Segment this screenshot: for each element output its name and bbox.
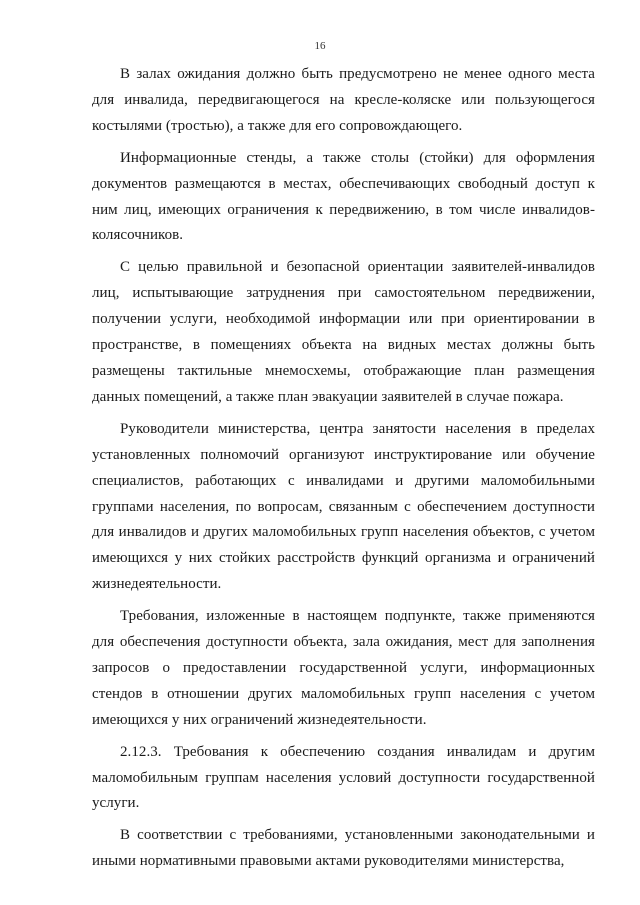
- paragraph-orientation: С целью правильной и безопасной ориентации заявителей-инвалидов лиц, испытывающие затруднения при самостоятельном передвижении, получении услуги, необходимой информации или при ориентировании в пространстве, в помещениях объекта на видных местах должны быть размещены тактильные мнемосхемы, отображающие план размещения данных помещений, а также план эвакуации заявителей в случае пожара.: [92, 259, 595, 405]
- page-number: 16: [314, 40, 326, 52]
- paragraph-requirements-scope: Требования, изложенные в настоящем подпункте, также применяются для обеспечения доступности объекта, зала ожидания, мест для заполнения запросов о предоставлении государственной услуги, информационных стендов в отношении других маломобильных групп населения с учетом имеющихся у них ограничений жизнедеятельности.: [92, 608, 595, 728]
- document-body: [92, 62, 595, 881]
- paragraph-staff-training: Руководители министерства, центра занятости населения в пределах установленных полномочий организуют инструктирование или обучение специалистов, работающих с инвалидами и другими маломобильными группами населения, по вопросам, связанным с обеспечением доступности для инвалидов и других маломобильных групп населения объектов, с учетом имеющихся у них стойких расстройств функций организма и ограничений жизнедеятельности.: [92, 420, 595, 593]
- paragraph-info-stands: Информационные стенды, а также столы (стойки) для оформления документов размещаются в местах, обеспечивающих свободный доступ к ним лиц, имеющих ограничения к передвижению, в том числе инвалидов-колясочников.: [92, 149, 595, 244]
- paragraph-legal-compliance: В соответствии с требованиями, установленными законодательными и иными нормативными правовыми актами руководителями министерства,: [92, 827, 595, 870]
- paragraph-section-2-12-3: 2.12.3. Требования к обеспечению создания инвалидам и другим маломобильным группам населения условий доступности государственной услуги.: [92, 743, 595, 812]
- paragraph-waiting-halls: В залах ожидания должно быть предусмотрено не менее одного места для инвалида, передвигающегося на кресле-коляске или пользующегося костылями (тростью), а также для его сопровождающего.: [92, 66, 595, 134]
